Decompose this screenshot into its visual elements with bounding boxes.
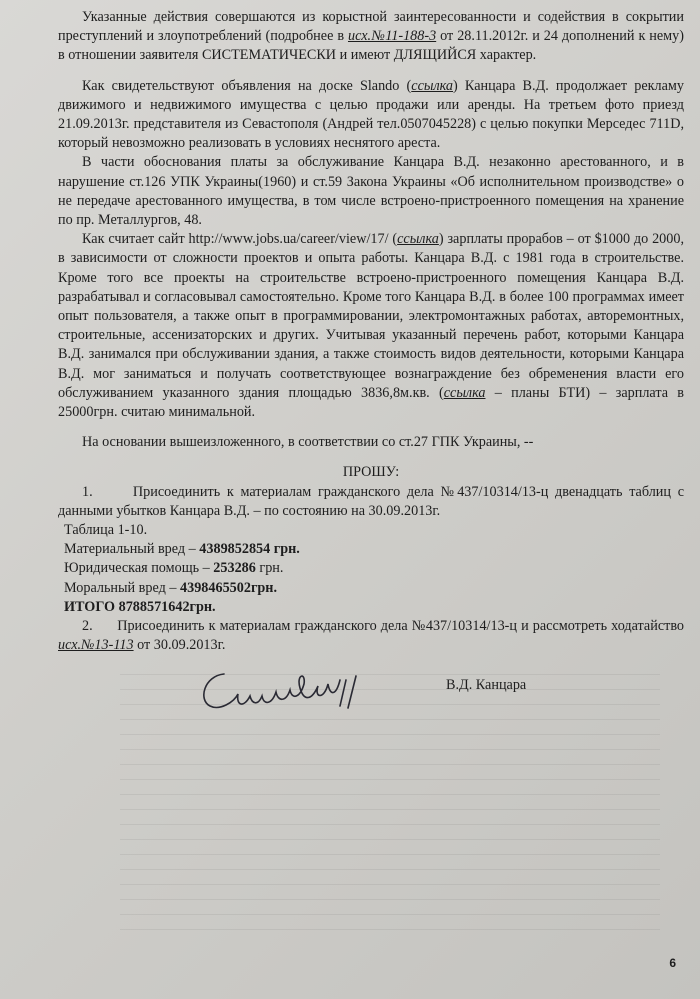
jobs-link[interactable]: ссылка	[397, 231, 439, 248]
request-item-1	[58, 483, 684, 521]
total-amount: ИТОГО 8788571642грн.	[64, 598, 216, 615]
handwritten-signature	[196, 666, 376, 716]
request-item-2	[58, 617, 684, 655]
slando-link[interactable]: ссылка	[411, 77, 454, 94]
text: Как считает сайт http://www.jobs.ua/career/view/17/ (	[82, 231, 398, 248]
text: ) Канцара В.Д. продолжает рекламу движимого и недвижимого имущества с целью продажи или аренды. На третьем фото приезд 21.09.2013г. представителя из Севастополя (Андрей тел.0507045228) с целью покупки Мерседес 711D, который невозможно реализовать в условиях неснятого ареста.	[58, 77, 684, 152]
bti-link[interactable]: ссылка	[443, 384, 486, 401]
text: Как свидетельствуют объявления на доске Slando (	[82, 77, 412, 94]
paragraph-payment: В части обоснования платы за обслуживание Канцара В.Д. незаконно арестованного, и в нарушение ст.126 УПК Украины(1960) и ст.59 Закона Украины «Об исполнительном производстве» о не передаче арестованного имущества, в том числе встроено-пристроенного помещения на хранение по пр. Металлургов, 48.	[58, 154, 684, 229]
label: Юридическая помощь –	[64, 560, 214, 577]
paragraph-systematic	[58, 8, 684, 66]
item-text: Присоединить к материалам гражданского дела №437/10314/13-ц двенадцать таблиц с данными убытков Канцара В.Д. – по состоянию на 30.09.2013г.	[58, 483, 684, 519]
request-heading: ПРОШУ:	[342, 464, 400, 481]
value: 4398465502грн.	[180, 579, 277, 596]
petition-link[interactable]: исх.№13-113	[58, 637, 134, 654]
text: от 28.11.2012г. и 24 дополнений к нему) в отношении заявителя СИСТЕМАТИЧЕСКИ и имеют ДЛЯЩИЙСЯ характер.	[58, 28, 684, 64]
label: Материальный вред –	[64, 541, 200, 558]
signature-row	[58, 662, 684, 720]
item-text: Присоединить к материалам гражданского дела №437/10314/13-ц и рассмотреть ходатайство	[117, 618, 685, 635]
table-label: Таблица 1-10.	[64, 522, 148, 539]
paragraph-salary	[58, 230, 684, 422]
paragraph-basis: На основании вышеизложенного, в соответствии со ст.27 ГПК Украины, --	[82, 434, 534, 451]
signatory-name: В.Д. Канцара	[446, 676, 527, 693]
page-number: 6	[669, 955, 676, 970]
label: Моральный вред –	[64, 579, 180, 596]
text: ) зарплаты прорабов – от $1000 до 2000, в зависимости от сложности проектов и опыта работы. Канцара В.Д. с 1981 года в строительстве. Кроме того все проекты на строительстве встроено-пристроенного помещения Канцара В.Д. разрабатывал и согласовывал самостоятельно. Кроме того Канцара В.Д. в более 100 программах имеет опыт пользователя, а также опыт в программировании, электромонтажных работах, авторемонтных, строительные, ассенизаторских и других. Учитывая указанный перечень работ, которыми Канцара В.Д. занимался при обслуживании здания, а также стоимость видов деятельности, которыми Канцара В.Д. мог заниматься и получать соответствующее вознаграждение без обременения власти его обслуживанием указанного здания площадью 3836,8м.кв. (	[58, 231, 685, 401]
value: 253286	[213, 560, 256, 577]
reference-link[interactable]: исх.№11-188-3	[347, 28, 437, 45]
unit: грн.	[255, 560, 284, 577]
moral-damage	[58, 579, 684, 598]
item-text: от 30.09.2013г.	[133, 637, 226, 654]
material-damage	[58, 540, 684, 559]
value: 4389852854 грн.	[199, 541, 300, 558]
item-number: 1.	[82, 483, 93, 500]
legal-aid	[58, 559, 684, 578]
paragraph-slando	[58, 77, 684, 154]
text: – планы БТИ) – зарплата в 25000грн. считаю минимальной.	[58, 384, 684, 421]
item-number: 2.	[82, 618, 93, 635]
text: Указанные действия совершаются из корыстной заинтересованности и содействия в сокрытии преступлений и злоупотреблений (подробнее в	[58, 9, 684, 45]
